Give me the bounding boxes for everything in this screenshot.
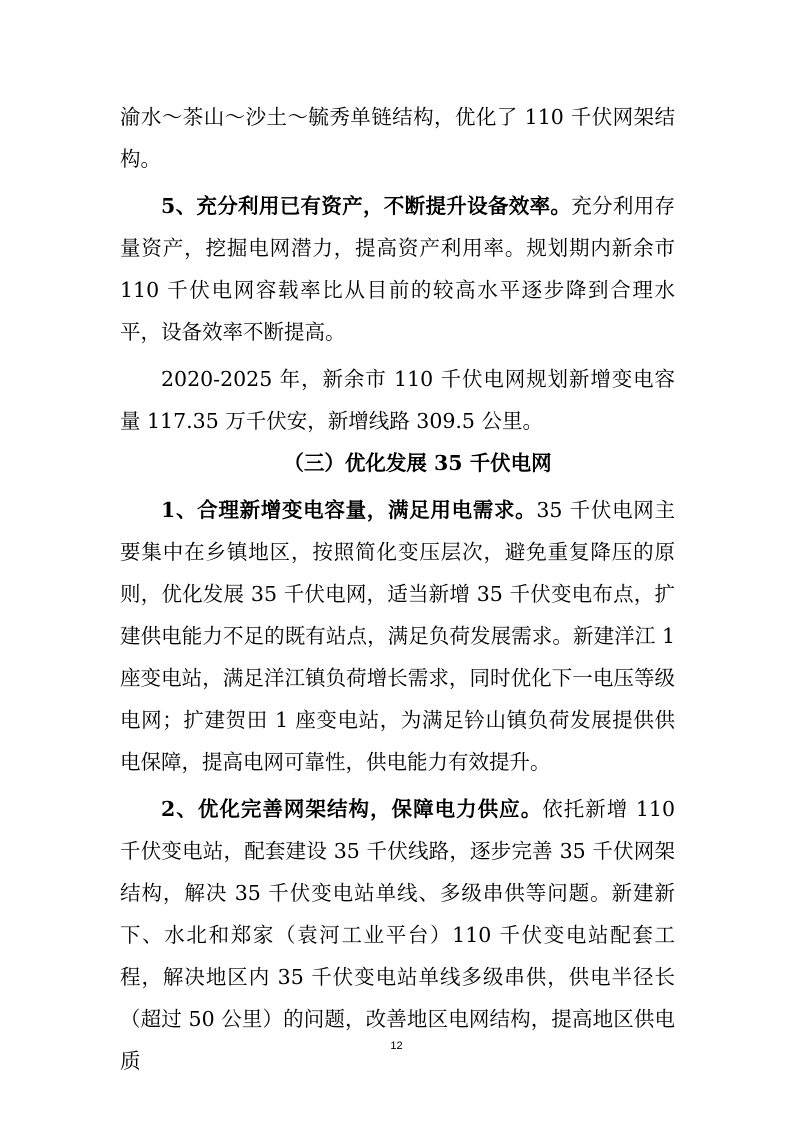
paragraph-110kv-summary bbox=[120, 358, 675, 442]
paragraph-text: 渝水～茶山～沙土～毓秀单链结构，优化了 110 千伏网架结构。 bbox=[120, 105, 675, 171]
section-heading: （三）优化发展 35 千伏电网 bbox=[283, 451, 552, 475]
paragraph-asset-efficiency bbox=[120, 185, 675, 353]
page-number: 12 bbox=[390, 1040, 403, 1052]
paragraph-lead: 2、优化完善网架结构，保障电力供应。 bbox=[161, 797, 543, 821]
paragraph-lead: 5、充分利用已有资产，不断提升设备效率。 bbox=[161, 194, 572, 218]
paragraph-text: 充分利用存量资产，挖掘电网潜力，提高资产利用率。规划期内新余市 110 千伏电网容载率比从目前的较高水平逐步降到合理水平，设备效率不断提高。 bbox=[120, 194, 676, 344]
paragraph-grid-structure bbox=[120, 788, 675, 1082]
paragraph-text: 35 千伏电网主要集中在乡镇地区，按照简化变压层次，避免重复降压的原则，优化发展 35 千伏电网，适当新增 35 千伏变电布点，扩建供电能力不足的既有站点，满足负荷发展需求。新建洋江 1 座变电站，满足洋江镇负荷增长需求，同时优化下一电压等级电网；扩建贺田 1 座变电站，为满足钤山镇负荷发展提供供电保障，提高电网可靠性，供电能力有效提升。 bbox=[120, 498, 675, 774]
paragraph-lead: 1、合理新增变电容量，满足用电需求。 bbox=[161, 498, 537, 522]
paragraph-text: 2020-2025 年，新余市 110 千伏电网规划新增变电容量 117.35 万千伏安，新增线路 309.5 公里。 bbox=[120, 367, 675, 433]
paragraph-continuation bbox=[120, 96, 675, 180]
paragraph-substation-capacity bbox=[120, 489, 675, 783]
body-text bbox=[120, 96, 675, 1082]
paragraph-text: 依托新增 110 千伏变电站，配套建设 35 千伏线路，逐步完善 35 千伏网架结构，解决 35 千伏变电站单线、多级串供等问题。新建新下、水北和郑家（袁河工业平台）110 千伏变电站配套工程，解决地区内 35 千伏变电站单线多级串供，供电半径长（超过 50 公里）的问题，改善地区电网结构，提高地区供电质 bbox=[120, 797, 675, 1073]
